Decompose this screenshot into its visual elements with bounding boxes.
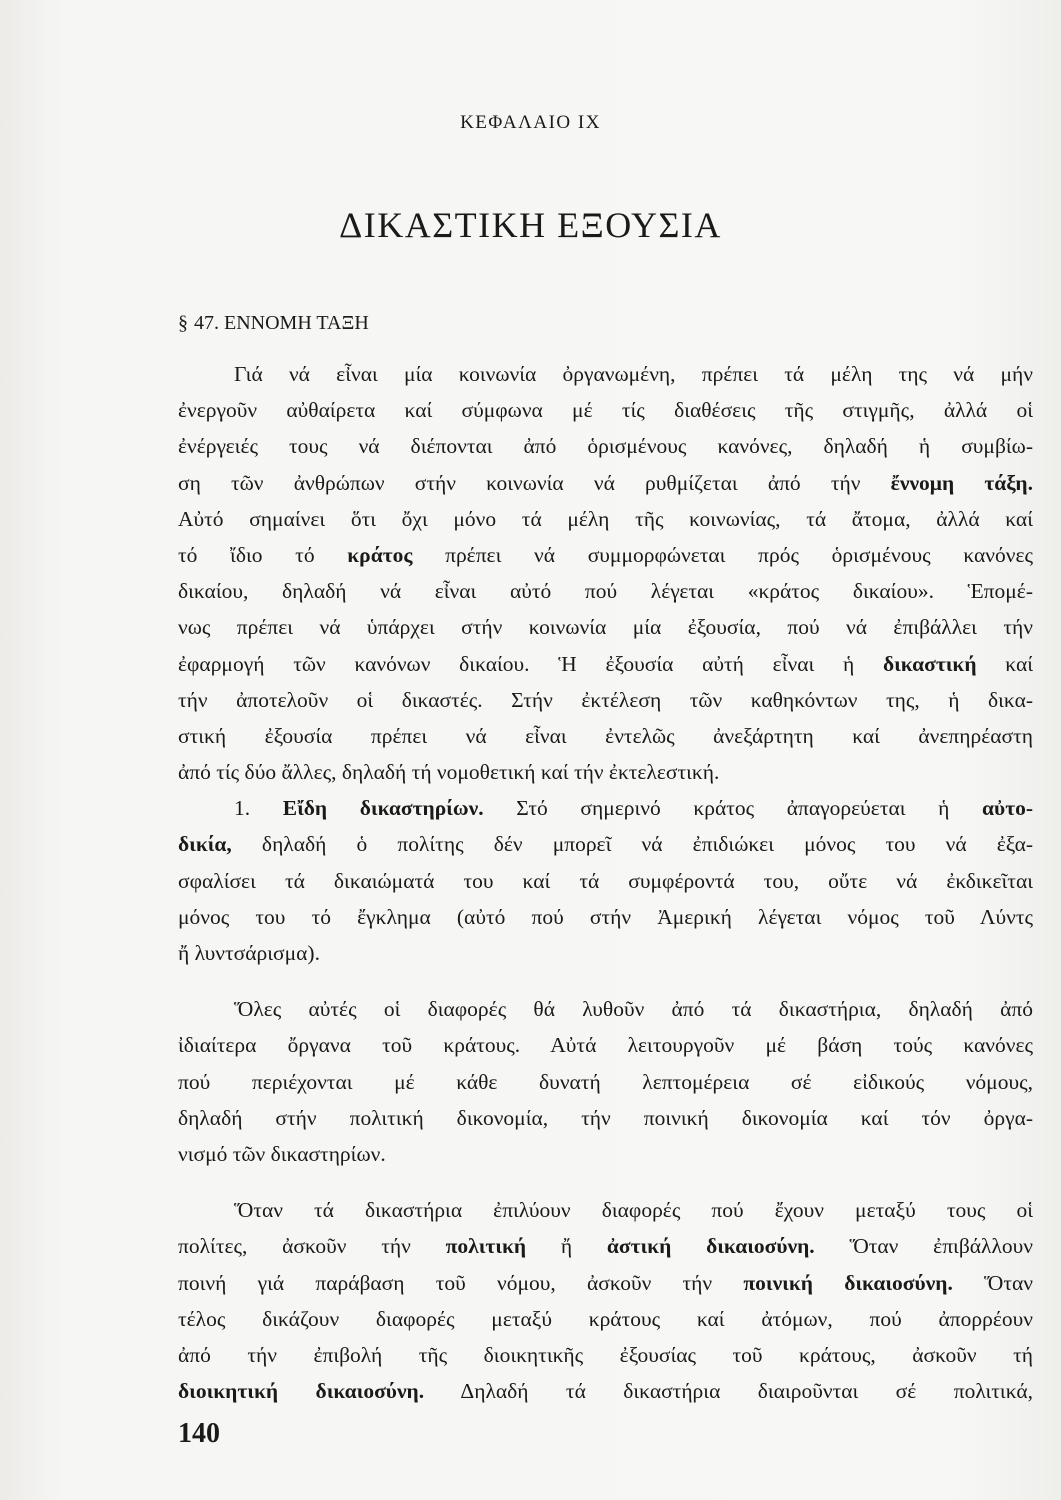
- section-number: 47.: [194, 312, 219, 334]
- text-line: Ὅλες αὐτές οἱ διαφορές θά λυθοῦν ἀπό τά δικαστήρια, δηλαδή ἀπό: [234, 997, 1033, 1022]
- text-line: ση τῶν ἀνθρώπων στήν κοινωνία νά ρυθμίζεται ἀπό τήν ἔννομη τάξη.: [178, 470, 1033, 495]
- text-line: ἐφαρμογή τῶν κανόνων δικαίου. Ἡ ἐξουσία αὐτή εἶναι ἡ δικαστική καί: [178, 651, 1033, 676]
- text-line: διοικητική δικαιοσύνη. Δηλαδή τά δικαστήρια διαιροῦνται σέ πολιτικά,: [178, 1379, 1033, 1404]
- text-line: δικία, δηλαδή ὁ πολίτης δέν μπορεῖ νά ἐπιδιώκει μόνος του νά ἐξα-: [178, 832, 1033, 857]
- text-line: ἤ λυντσάρισμα).: [178, 941, 320, 965]
- text-line: Γιά νά εἶναι μία κοινωνία ὀργανωμένη, πρέπει τά μέλη της νά μήν: [234, 362, 1033, 386]
- page-number: 140: [178, 1418, 220, 1449]
- text-line: δηλαδή στήν πολιτική δικονομία, τήν ποινική δικονομία καί τόν ὀργα-: [178, 1105, 1033, 1130]
- bold-term: αὐτο-: [982, 796, 1034, 821]
- text-line: στική ἐξουσία πρέπει νά εἶναι ἐντελῶς ἀνεξάρτητη καί ἀνεπηρέαστη: [178, 723, 1033, 748]
- chapter-label: ΚΕΦΑΛΑΙΟ ΙΧ: [460, 112, 601, 133]
- text-line: ἰδιαίτερα ὄργανα τοῦ κράτους. Αὐτά λειτουργοῦν μέ βάση τούς κανόνες: [178, 1033, 1033, 1058]
- text-line: πολίτες, ἀσκοῦν τήν πολιτική ἤ ἀστική δικαιοσύνη. Ὅταν ἐπιβάλλουν: [178, 1234, 1034, 1259]
- text-line: νισμό τῶν δικαστηρίων.: [178, 1141, 386, 1166]
- section-title: ΕΝΝΟΜΗ ΤΑΞΗ: [224, 312, 369, 334]
- section-heading: [178, 312, 369, 335]
- body-text: [178, 356, 1033, 1409]
- bold-term: ἔννομη τάξη.: [890, 470, 1033, 495]
- text-line: ποινή γιά παράβαση τοῦ νόμου, ἀσκοῦν τήν ποινική δικαιοσύνη. Ὅταν: [178, 1270, 1033, 1295]
- paragraph-gap: [178, 1172, 1033, 1192]
- text-line: ἀπό τήν ἐπιβολή τῆς διοικητικῆς ἐξουσίας τοῦ κράτους, ἀσκοῦν τή: [178, 1342, 1033, 1367]
- bold-term: Εἴδη δικαστηρίων.: [282, 796, 484, 821]
- chapter-title: ΔΙΚΑΣΤΙΚΗ ΕΞΟΥΣΙΑ: [339, 205, 722, 245]
- bold-term: διοικητική δικαιοσύνη.: [178, 1379, 425, 1404]
- text-line: μόνος του τό ἔγκλημα (αὐτό πού στήν Ἀμερική λέγεται νόμος τοῦ Λύντς: [178, 904, 1033, 929]
- paragraph-gap: [178, 971, 1033, 991]
- bold-term: ποινική δικαιοσύνη.: [743, 1270, 953, 1295]
- section-symbol: §: [178, 312, 188, 334]
- bold-term: κράτος: [347, 542, 413, 567]
- text-line: σφαλίσει τά δικαιώματά του καί τά συμφέροντά του, οὔτε νά ἐκδικεῖται: [178, 868, 1033, 893]
- text-line: Αὐτό σημαίνει ὅτι ὄχι μόνο τά μέλη τῆς κοινωνίας, τά ἄτομα, ἀλλά καί: [178, 506, 1033, 531]
- text-line: πού περιέχονται μέ κάθε δυνατή λεπτομέρεια σέ εἰδικούς νόμους,: [178, 1069, 1033, 1094]
- bold-term: πολιτική: [445, 1234, 527, 1259]
- bold-term: ἀστική δικαιοσύνη.: [606, 1234, 815, 1259]
- bold-term: δικαστική: [882, 651, 977, 676]
- text-line: ἐνέργειές τους νά διέπονται ἀπό ὁρισμένους κανόνες, δηλαδή ἡ συμβίω-: [178, 434, 1033, 459]
- text-line: νως πρέπει νά ὑπάρχει στήν κοινωνία μία ἐξουσία, πού νά ἐπιβάλλει τήν: [178, 615, 1033, 640]
- text-line: 1. Εἴδη δικαστηρίων. Στό σημερινό κράτος ἀπαγορεύεται ἡ αὐτο-: [234, 796, 1034, 821]
- text-line: ἐνεργοῦν αὐθαίρετα καί σύμφωνα μέ τίς διαθέσεις τῆς στιγμῆς, ἀλλά οἱ: [178, 398, 1033, 423]
- text-line: ἀπό τίς δύο ἄλλες, δηλαδή τή νομοθετική καί τήν ἐκτελεστική.: [178, 760, 720, 785]
- text-line: Ὅταν τά δικαστήρια ἐπιλύουν διαφορές πού ἔχουν μεταξύ τους οἱ: [234, 1198, 1033, 1223]
- text-line: τό ἴδιο τό κράτος πρέπει νά συμμορφώνεται πρός ὁρισμένους κανόνες: [178, 542, 1034, 567]
- text-line: τήν ἀποτελοῦν οἱ δικαστές. Στήν ἐκτέλεση τῶν καθηκόντων της, ἡ δικα-: [178, 687, 1033, 712]
- text-line: δικαίου, δηλαδή νά εἶναι αὐτό πού λέγεται «κράτος δικαίου». Ἑπομέ-: [178, 579, 1033, 604]
- text-line: τέλος δικάζουν διαφορές μεταξύ κράτους καί ἀτόμων, πού ἀπορρέουν: [178, 1306, 1033, 1331]
- bold-term: δικία,: [178, 832, 232, 857]
